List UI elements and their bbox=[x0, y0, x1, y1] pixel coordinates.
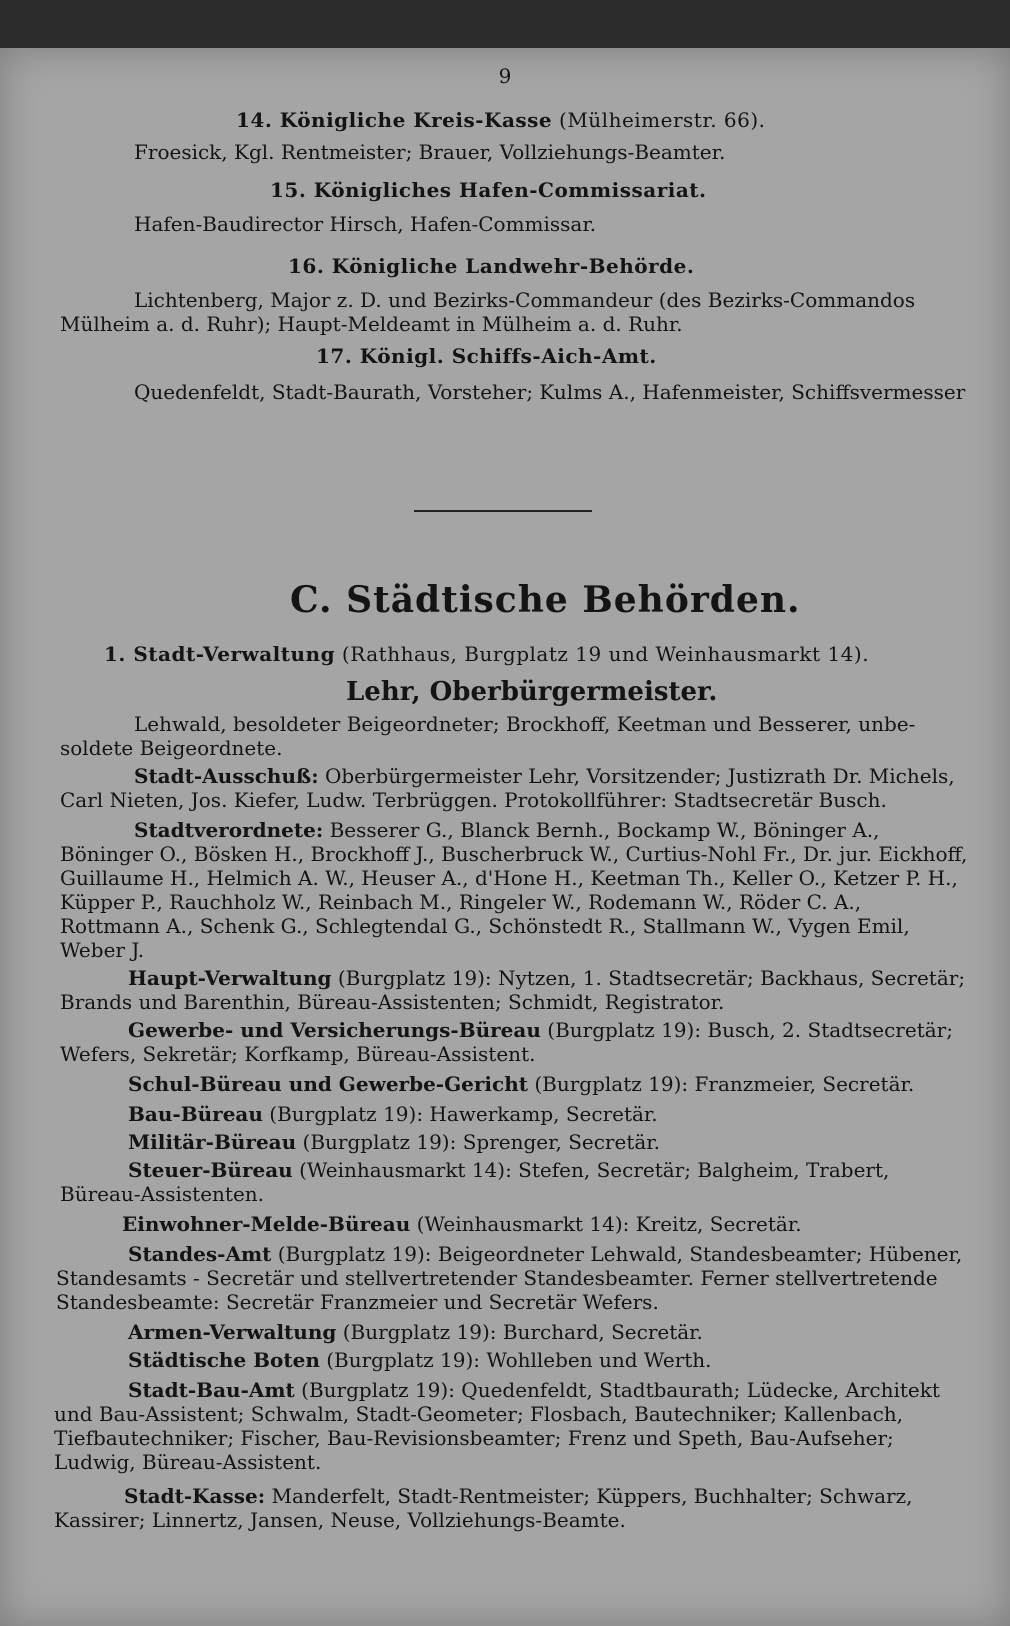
entry-stadt-bau-amt-line-4: Ludwig, Büreau-Assistent. bbox=[54, 1450, 322, 1474]
entry-gewerbe-text: (Burgplatz 19): Busch, 2. Stadtsecretär; bbox=[540, 1018, 953, 1042]
mayor-name: Lehr, Oberbürgermeister. bbox=[346, 677, 718, 707]
entry-stadt-kasse-line-1 bbox=[124, 1484, 912, 1508]
entry-staedtische-boten-label: Städtische Boten bbox=[128, 1348, 320, 1372]
entry-stadtverordnete-line-3: Guillaume H., Helmich A. W., Heuser A., d'Hone H., Keetman Th., Keller O., Ketzer P. H., bbox=[60, 866, 958, 890]
entry-standes-amt-label: Standes-Amt bbox=[128, 1242, 272, 1266]
entry-haupt-verwaltung-text: (Burgplatz 19): Nytzen, 1. Stadtsecretär; Backhaus, Secretär; bbox=[331, 966, 966, 990]
entry-haupt-verwaltung-line-1 bbox=[128, 966, 965, 990]
document-page bbox=[0, 48, 1010, 1626]
scan-frame-top bbox=[0, 0, 1010, 48]
entry-16-line-1: Lichtenberg, Major z. D. und Bezirks-Commandeur (des Bezirks-Commandos bbox=[134, 288, 916, 312]
entry-schul-bureau bbox=[128, 1072, 914, 1096]
entry-militaer-bureau-text: (Burgplatz 19): Sprenger, Secretär. bbox=[296, 1130, 661, 1154]
entry-stadt-bau-amt-line-2: und Bau-Assistent; Schwalm, Stadt-Geometer; Flosbach, Bautechniker; Kallenbach, bbox=[54, 1402, 904, 1426]
entry-steuer-bureau-line-2: Büreau-Assistenten. bbox=[60, 1182, 265, 1206]
entry-steuer-bureau-text: (Weinhausmarkt 14): Stefen, Secretär; Balgheim, Trabert, bbox=[292, 1158, 890, 1182]
entry-armen-verwaltung bbox=[128, 1320, 703, 1344]
entry-stadt-ausschuss-line-2: Carl Nieten, Jos. Kiefer, Ludw. Terbrüggen. Protokollführer: Stadtsecretär Busch. bbox=[60, 788, 887, 812]
entry-standes-amt-text: (Burgplatz 19): Beigeordneter Lehwald, Standesbeamter; Hübener, bbox=[271, 1242, 963, 1266]
subsection-1-address: (Rathhaus, Burgplatz 19 und Weinhausmarkt 14). bbox=[335, 642, 870, 666]
heading-14-address: (Mülheimerstr. 66). bbox=[552, 108, 766, 132]
entry-stadt-bau-amt-line-3: Tiefbautechniker; Fischer, Bau-Revisionsbeamter; Frenz und Speth, Bau-Aufseher; bbox=[54, 1426, 894, 1450]
entry-armen-verwaltung-label: Armen-Verwaltung bbox=[128, 1320, 337, 1344]
entry-stadt-bau-amt-line-1 bbox=[128, 1378, 940, 1402]
entry-14-line-1: Froesick, Kgl. Rentmeister; Brauer, Vollziehungs-Beamter. bbox=[134, 140, 726, 164]
entry-standes-amt-line-1 bbox=[128, 1242, 962, 1266]
entry-militaer-bureau-label: Militär-Büreau bbox=[128, 1130, 297, 1154]
entry-stadtverordnete-line-6: Weber J. bbox=[60, 938, 145, 962]
entry-stadt-ausschuss-label: Stadt-Ausschuß: bbox=[134, 764, 319, 788]
entry-stadtverordnete-text: Besserer G., Blanck Bernh., Bockamp W., Böninger A., bbox=[323, 818, 880, 842]
entry-15-line-1: Hafen-Baudirector Hirsch, Hafen-Commissar. bbox=[134, 212, 597, 236]
entry-einwohner-melde-text: (Weinhausmarkt 14): Kreitz, Secretär. bbox=[410, 1212, 802, 1236]
entry-haupt-verwaltung-label: Haupt-Verwaltung bbox=[128, 966, 332, 990]
section-c-title: C. Städtische Behörden. bbox=[290, 579, 801, 621]
entry-beigeordnete-line-2: soldete Beigeordnete. bbox=[60, 736, 283, 760]
entry-steuer-bureau-label: Steuer-Büreau bbox=[128, 1158, 293, 1182]
entry-standes-amt-line-2: Standesamts - Secretär und stellvertretender Standesbeamter. Ferner stellvertretende bbox=[56, 1266, 938, 1290]
heading-14 bbox=[236, 108, 766, 132]
heading-14-title: 14. Königliche Kreis-Kasse bbox=[236, 108, 553, 132]
heading-16: 16. Königliche Landwehr-Behörde. bbox=[288, 254, 695, 278]
subsection-1-heading bbox=[104, 642, 869, 666]
entry-bau-bureau-text: (Burgplatz 19): Hawerkamp, Secretär. bbox=[262, 1102, 658, 1126]
entry-stadt-kasse-text: Manderfelt, Stadt-Rentmeister; Küppers, Buchhalter; Schwarz, bbox=[265, 1484, 913, 1508]
entry-stadt-bau-amt-text: (Burgplatz 19): Quedenfeldt, Stadtbaurath; Lüdecke, Architekt bbox=[294, 1378, 940, 1402]
heading-15: 15. Königliches Hafen-Commissariat. bbox=[270, 178, 707, 202]
entry-schul-bureau-text: (Burgplatz 19): Franzmeier, Secretär. bbox=[528, 1072, 915, 1096]
entry-stadtverordnete-line-1 bbox=[134, 818, 879, 842]
entry-17-line-1: Quedenfeldt, Stadt-Baurath, Vorsteher; Kulms A., Hafenmeister, Schiffsvermesser bbox=[134, 380, 966, 404]
entry-16-line-2: Mülheim a. d. Ruhr); Haupt-Meldeamt in Mülheim a. d. Ruhr. bbox=[60, 312, 683, 336]
entry-militaer-bureau bbox=[128, 1130, 660, 1154]
entry-staedtische-boten-text: (Burgplatz 19): Wohlleben und Werth. bbox=[319, 1348, 712, 1372]
entry-stadt-ausschuss-line-1 bbox=[134, 764, 955, 788]
entry-gewerbe-line-2: Wefers, Sekretär; Korfkamp, Büreau-Assistent. bbox=[60, 1042, 536, 1066]
entry-beigeordnete-line-1: Lehwald, besoldeter Beigeordneter; Brockhoff, Keetman und Besserer, unbe- bbox=[134, 712, 916, 736]
entry-einwohner-melde bbox=[122, 1212, 802, 1236]
entry-stadtverordnete-label: Stadtverordnete: bbox=[134, 818, 324, 842]
entry-stadt-bau-amt-label: Stadt-Bau-Amt bbox=[128, 1378, 295, 1402]
entry-gewerbe-label: Gewerbe- und Versicherungs-Büreau bbox=[128, 1018, 541, 1042]
entry-stadt-ausschuss-text: Oberbürgermeister Lehr, Vorsitzender; Justizrath Dr. Michels, bbox=[318, 764, 955, 788]
page-number: 9 bbox=[498, 64, 512, 88]
entry-stadtverordnete-line-4: Küpper P., Rauchholz W., Reinbach M., Ringeler W., Rodemann W., Röder C. A., bbox=[60, 890, 862, 914]
entry-armen-verwaltung-text: (Burgplatz 19): Burchard, Secretär. bbox=[336, 1320, 703, 1344]
entry-stadtverordnete-line-5: Rottmann A., Schenk G., Schlegtendal G., Schönstedt R., Stallmann W., Vygen Emil, bbox=[60, 914, 910, 938]
entry-gewerbe-line-1 bbox=[128, 1018, 953, 1042]
section-divider bbox=[414, 510, 592, 512]
entry-bau-bureau-label: Bau-Büreau bbox=[128, 1102, 263, 1126]
subsection-1-title: 1. Stadt-Verwaltung bbox=[104, 642, 336, 666]
entry-haupt-verwaltung-line-2: Brands und Barenthin, Büreau-Assistenten; Schmidt, Registrator. bbox=[60, 990, 725, 1014]
entry-staedtische-boten bbox=[128, 1348, 712, 1372]
entry-standes-amt-line-3: Standesbeamte: Secretär Franzmeier und Secretär Wefers. bbox=[56, 1290, 659, 1314]
entry-bau-bureau bbox=[128, 1102, 658, 1126]
entry-einwohner-melde-label: Einwohner-Melde-Büreau bbox=[122, 1212, 411, 1236]
entry-steuer-bureau-line-1 bbox=[128, 1158, 889, 1182]
entry-stadtverordnete-line-2: Böninger O., Bösken H., Brockhoff J., Buscherbruck W., Curtius-Nohl Fr., Dr. jur. Eickhoff, bbox=[60, 842, 968, 866]
heading-17: 17. Königl. Schiffs-Aich-Amt. bbox=[316, 344, 657, 368]
entry-stadt-kasse-label: Stadt-Kasse: bbox=[124, 1484, 266, 1508]
entry-schul-bureau-label: Schul-Büreau und Gewerbe-Gericht bbox=[128, 1072, 528, 1096]
entry-stadt-kasse-line-2: Kassirer; Linnertz, Jansen, Neuse, Vollziehungs-Beamte. bbox=[54, 1508, 626, 1532]
